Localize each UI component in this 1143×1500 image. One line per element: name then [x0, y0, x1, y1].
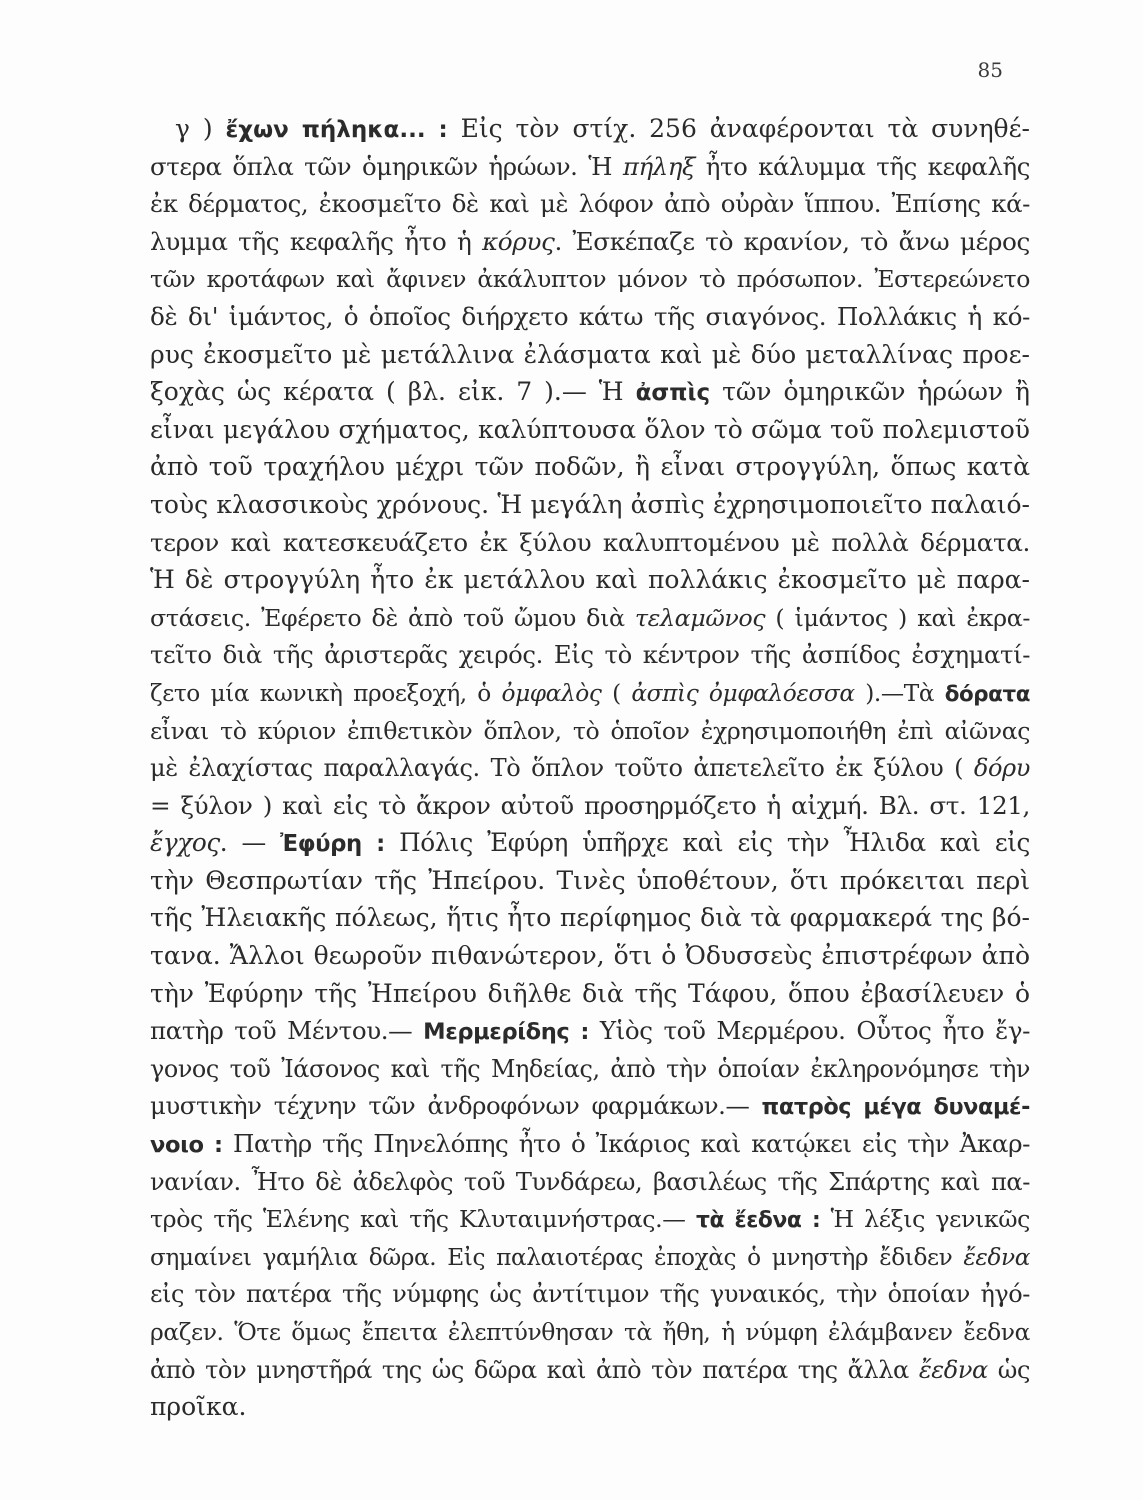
text-line: [150, 1012, 1030, 1050]
text-segment: δὲ δι' ἱμάντος, ὁ ὁποῖος διήρχετο κάτω τῆς σιαγόνος. Πολλάκις ἡ κό-: [150, 301, 1030, 331]
text-segment: ἐκ δέρματος, ἐκοσμεῖτο δὲ καὶ μὲ λόφον ἀπὸ οὐρὰν ἵππου. Ἐπίσης κά-: [150, 189, 1030, 219]
text-segment: Εἰς τὸν στίχ. 256 ἀναφέρονται τὰ συνηθέ-: [447, 114, 1030, 143]
text-segment: . —: [219, 828, 281, 858]
text-line: [150, 636, 1030, 674]
text-line: [150, 749, 1030, 787]
italic-term: ἔγχος: [150, 828, 220, 858]
text-line: [150, 1388, 1030, 1426]
text-line: [150, 185, 1030, 223]
italic-term: κόρυς: [482, 226, 555, 256]
text-line: [150, 148, 1030, 186]
text-line: [150, 862, 1030, 900]
text-line: [150, 336, 1030, 374]
text-segment: μυστικὴν τέχνην τῶν ἀνδροφόνων φαρμάκων.—: [150, 1091, 762, 1121]
text-segment: τανα. Ἄλλοι θεωροῦν πιθανώτερον, ὅτι ὁ Ὀδυσσεὺς ἐπιστρέφων ἀπὸ: [150, 941, 1030, 971]
text-segment: ὡς: [987, 1355, 1030, 1384]
lemma-term: ἔχων πήληκα... :: [225, 117, 448, 143]
text-line: [150, 1200, 1030, 1238]
text-line: [150, 787, 1030, 825]
text-segment: στάσεις. Ἐφέρετο δὲ ἀπὸ τοῦ ὤμου διὰ: [150, 603, 635, 632]
text-line: [150, 298, 1030, 336]
lemma-term: πατρὸς μέγα δυναμέ-: [761, 1094, 1030, 1121]
text-segment: ἀπὸ τοῦ τραχήλου μέχρι τῶν ποδῶν, ἢ εἶναι στρογγύλη, ὅπως κατὰ: [150, 452, 1030, 482]
text-line: [150, 373, 1030, 411]
text-segment: μὲ ἐλαχίστας παραλλαγάς. Τὸ ὅπλον τοῦτο ἀπετελεῖτο ἐκ ξύλου (: [150, 754, 974, 783]
text-line: [150, 411, 1030, 449]
lemma-term: ἀσπὶς: [635, 380, 711, 407]
text-segment: ( ἱμάντος ) καὶ ἐκρα-: [765, 603, 1030, 632]
italic-term: ἔεδνα: [918, 1355, 988, 1384]
text-line: [150, 1125, 1030, 1163]
text-segment: τῶν κροτάφων καὶ ἄφινεν ἀκάλυπτον μόνον τὸ πρόσωπον. Ἐστερεώνετο: [150, 265, 1030, 294]
text-line: [150, 524, 1030, 562]
lemma-term: τὰ ἔεδνα :: [695, 1208, 821, 1234]
text-segment: τῆς Ἠλειακῆς πόλεως, ἥτις ἦτο περίφημος διὰ τὰ φαρμακερά της βό-: [150, 903, 1030, 933]
text-segment: εἶναι τὸ κύριον ἐπιθετικὸν ὅπλον, τὸ ὁποῖον ἐχρησιμοποιήθη ἐπὶ αἰῶνας: [150, 716, 1030, 745]
text-segment: σημαίνει γαμήλια δῶρα. Εἰς παλαιοτέρας ἐποχὰς ὁ μνηστὴρ ἔδιδεν: [150, 1243, 964, 1271]
text-segment: προῖκα.: [150, 1392, 247, 1422]
text-line: [150, 561, 1030, 599]
text-segment: Ἡ δὲ στρογγύλη ἦτο ἐκ μετάλλου καὶ πολλάκις ἐκοσμεῖτο μὲ παρα-: [150, 565, 1030, 595]
lemma-term: δόρατα: [944, 681, 1030, 707]
text-segment: ζετο μία κωνικὴ προεξοχή, ὁ: [150, 679, 502, 707]
text-segment: ραζεν. Ὅτε ὅμως ἔπειτα ἐλεπτύνθησαν τὰ ἤθη, ἡ νύμφη ἐλάμβανεν ἔεδνα: [150, 1318, 1030, 1346]
text-segment: τοὺς κλασσικοὺς χρόνους. Ἡ μεγάλη ἀσπὶς ἐχρησιμοποιεῖτο παλαιό-: [150, 489, 1030, 519]
text-segment: νανίαν. Ἦτο δὲ ἀδελφὸς τοῦ Τυνδάρεω, βασιλέως τῆς Σπάρτης καὶ πα-: [150, 1167, 1030, 1196]
italic-term: ὀμφαλὸς: [501, 679, 602, 707]
text-line: [150, 712, 1030, 750]
text-segment: Υἱὸς τοῦ Μερμέρου. Οὗτος ἦτο ἔγ-: [588, 1016, 1030, 1046]
text-segment: Πόλις Ἐφύρη ὑπῆρχε καὶ εἰς τὴν Ἦλιδα καὶ εἰς: [384, 828, 1030, 858]
text-segment: ).—Τὰ: [854, 679, 945, 707]
text-segment: γονος τοῦ Ἰάσονος καὶ τῆς Μηδείας, ἀπὸ τὴν ὁποίαν ἐκληρονόμησε τὴν: [150, 1054, 1030, 1083]
text-line: [150, 1238, 1030, 1276]
lemma-term: Μερμερίδης :: [423, 1019, 589, 1046]
text-line: [150, 260, 1030, 298]
text-segment: τρὸς τῆς Ἑλένης καὶ τῆς Κλυταιμνήστρας.—: [150, 1205, 696, 1234]
text-line: [150, 1050, 1030, 1088]
text-line: [150, 975, 1030, 1013]
text-segment: λυμμα τῆς κεφαλῆς ἦτο ἡ: [150, 226, 482, 256]
text-segment: γ ): [175, 114, 226, 143]
text-line: [150, 937, 1030, 975]
text-segment: = ξύλον ) καὶ εἰς τὸ ἄκρον αὐτοῦ προσηρμόζετο ἡ αἰχμή. Βλ. στ. 121,: [150, 790, 1030, 820]
italic-term: ἀσπὶς ὀμφαλόεσσα: [631, 679, 855, 707]
italic-term: τελαμῶνος: [634, 603, 766, 632]
text-line: [150, 448, 1030, 486]
text-segment: τὴν Θεσπρωτίαν τῆς Ἠπείρου. Τινὲς ὑποθέτουν, ὅτι πρόκειται περὶ: [150, 865, 1030, 895]
text-segment: ρυς ἐκοσμεῖτο μὲ μετάλλινα ἐλάσματα καὶ μὲ δύο μεταλλίνας προε-: [150, 339, 1030, 369]
text-line: [150, 824, 1030, 862]
text-segment: ἦτο κάλυμμα τῆς κεφαλῆς: [694, 151, 1030, 181]
text-line: [150, 899, 1030, 937]
text-segment: τὴν Ἐφύρην τῆς Ἠπείρου διῆλθε διὰ τῆς Τάφου, ὅπου ἐβασίλευεν ὁ: [150, 978, 1030, 1008]
text-line: [150, 1087, 1030, 1125]
text-segment: (: [601, 679, 632, 707]
page-number: 85: [977, 58, 1003, 82]
text-segment: ἀπὸ τὸν μνηστῆρά της ὡς δῶρα καὶ ἀπὸ τὸν πατέρα της ἄλλα: [150, 1355, 919, 1384]
text-segment: τεῖτο διὰ τῆς ἀριστερᾶς χειρός. Εἰς τὸ κέντρον τῆς ἀσπίδος ἐσχηματί-: [150, 640, 1030, 670]
italic-term: ἔεδνα: [963, 1243, 1030, 1271]
text-line: [150, 486, 1030, 524]
text-line: [150, 223, 1030, 261]
text-line: [150, 1313, 1030, 1351]
italic-term: πήληξ: [622, 151, 695, 181]
text-segment: τερον καὶ κατεσκευάζετο ἐκ ξύλου καλυπτομένου μὲ πολλὰ δέρματα.: [150, 527, 1030, 557]
lemma-term: Ἐφύρη :: [280, 831, 385, 858]
text-segment: εἶναι μεγάλου σχήματος, καλύπτουσα ὅλον τὸ σῶμα τοῦ πολεμιστοῦ: [150, 414, 1030, 444]
text-segment: Πατὴρ τῆς Πηνελόπης ἦτο ὁ Ἰκάριος καὶ κατῴκει εἰς τὴν Ἀκαρ-: [222, 1129, 1030, 1159]
lemma-term: νοιο :: [150, 1132, 223, 1159]
text-segment: τῶν ὁμηρικῶν ἡρώων ἢ: [710, 377, 1030, 407]
text-segment: ξοχὰς ὡς κέρατα ( βλ. εἰκ. 7 ).— Ἡ: [150, 377, 636, 407]
text-line: [150, 1163, 1030, 1201]
text-segment: πατὴρ τοῦ Μέντου.—: [150, 1016, 424, 1046]
text-segment: στερα ὅπλα τῶν ὁμηρικῶν ἡρώων. Ἡ: [150, 151, 623, 181]
text-segment: . Ἐσκέπαζε τὸ κρανίον, τὸ ἄνω μέρος: [554, 226, 1030, 256]
italic-term: δόρυ: [973, 754, 1030, 783]
text-line: [150, 1275, 1030, 1313]
text-segment: Ἡ λέξις γενικῶς: [820, 1205, 1030, 1234]
text-line: [150, 1351, 1030, 1389]
text-line: [150, 110, 1030, 148]
text-line: [150, 674, 1030, 712]
text-segment: εἰς τὸν πατέρα τῆς νύμφης ὡς ἀντίτιμον τῆς γυναικός, τὴν ὁποίαν ἠγό-: [150, 1280, 1030, 1309]
commentary-text: [150, 110, 1030, 1426]
text-line: [150, 599, 1030, 637]
